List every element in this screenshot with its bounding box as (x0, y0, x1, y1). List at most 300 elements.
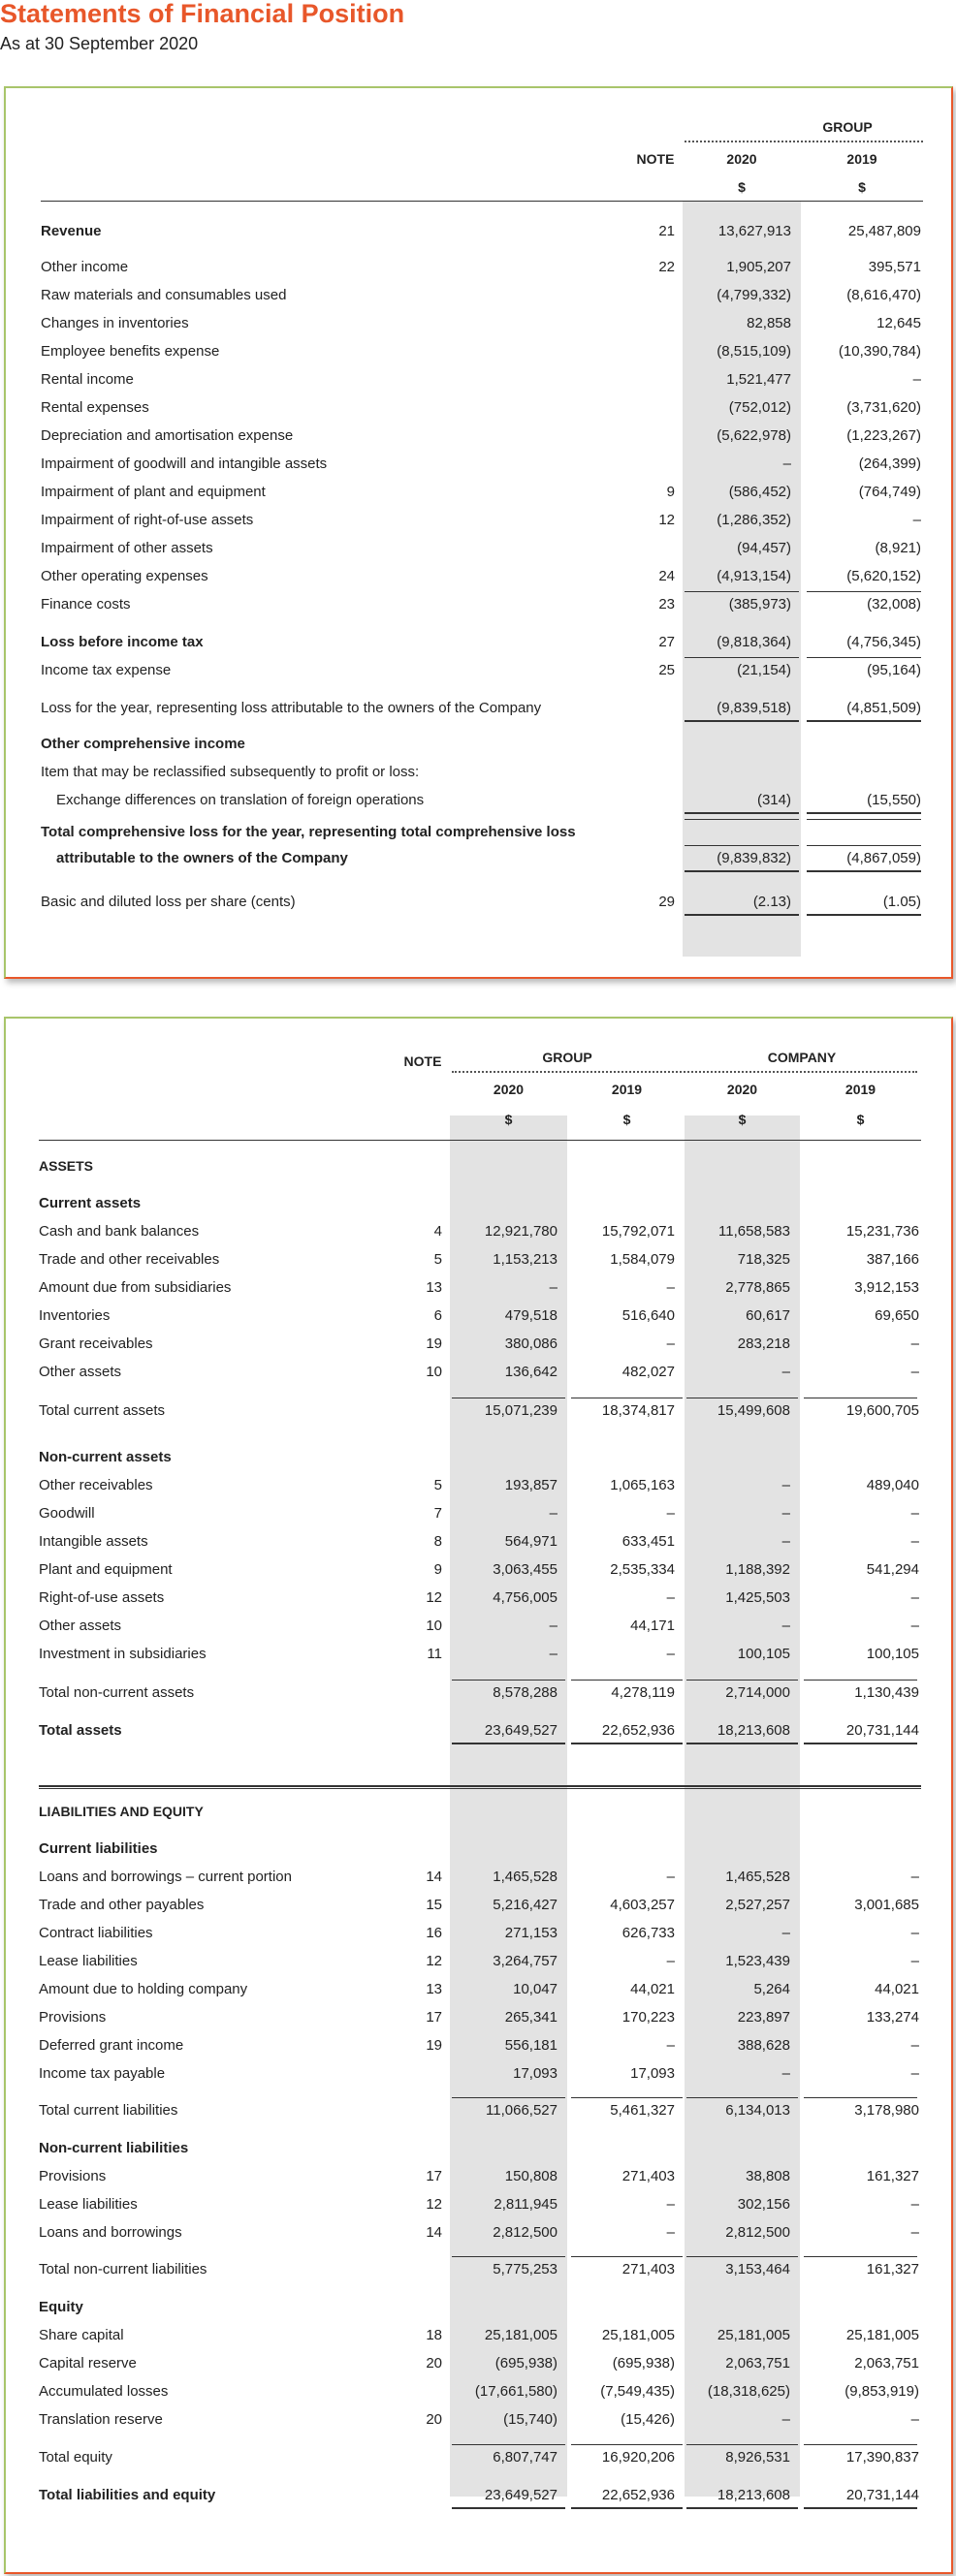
row-note: 10 (426, 1364, 442, 1380)
group-2019-header: 2019 (611, 1082, 643, 1097)
group-2019-value (569, 1191, 675, 1216)
row-label: Share capital (39, 2327, 124, 2343)
company-2019-value: – (910, 1925, 919, 1941)
statement-row (6, 592, 951, 617)
row-note: 22 (658, 259, 675, 275)
statement-row (6, 630, 951, 655)
statement-row (6, 1586, 951, 1611)
group-2019-value: (10,390,784) (838, 343, 921, 360)
company-2019-value: – (910, 1335, 919, 1352)
row-note (626, 367, 675, 393)
balance-sheet-panel (4, 1017, 953, 2574)
company-2020-value (685, 1445, 790, 1470)
row-label: Rental expenses (41, 399, 149, 416)
company-2020-value: 283,218 (737, 1335, 790, 1352)
group-2019-value: (8,616,470) (846, 287, 921, 303)
subtotal-rule (452, 2256, 565, 2257)
row-note (394, 2136, 442, 2161)
row-note: 20 (426, 2411, 442, 2428)
company-2020-value: 1,188,392 (725, 1561, 790, 1578)
row-note (394, 2445, 442, 2470)
group-2020-value: 8,578,288 (493, 1684, 558, 1701)
row-note: 13 (426, 1981, 442, 1997)
row-label: Lease liabilities (39, 1953, 138, 1969)
row-note (626, 760, 675, 785)
row-label: Lease liabilities (39, 2196, 138, 2213)
statement-row (6, 2033, 951, 2058)
statement-row (6, 1153, 951, 1178)
row-note: 8 (433, 1533, 442, 1550)
group-2020-value (683, 820, 791, 845)
group-2020-value: (94,457) (737, 540, 791, 556)
group-2020-value: 12,921,780 (484, 1223, 558, 1240)
group-2019-value: 271,403 (621, 2261, 675, 2278)
row-note: 24 (658, 568, 675, 584)
company-2019-value: – (910, 1533, 919, 1550)
group-2019-value: 1,065,163 (610, 1477, 675, 1493)
company-2020-value: 1,523,439 (725, 1953, 790, 1969)
group-2020-value: 1,521,477 (726, 371, 791, 388)
row-note (626, 696, 675, 721)
group-2019-value: 15,792,071 (601, 1223, 675, 1240)
company-header: COMPANY (767, 1050, 837, 1065)
row-label: Current liabilities (39, 1840, 158, 1857)
group-2019-value (569, 1153, 675, 1178)
row-label: Non-current assets (39, 1449, 172, 1465)
total-rule-2019 (807, 914, 921, 916)
group-2020-value (450, 2136, 558, 2161)
row-note: 6 (433, 1307, 442, 1324)
total-rule (804, 2507, 917, 2509)
group-2019-value (803, 732, 921, 757)
row-label: Investment in subsidiaries (39, 1646, 207, 1662)
row-note: 20 (426, 2355, 442, 2372)
company-2020-currency: $ (738, 1112, 747, 1127)
group-2020-value: (2.13) (752, 894, 791, 910)
group-2020-value: (586,452) (728, 484, 791, 500)
company-2020-value: 2,812,500 (725, 2224, 790, 2241)
statement-row (6, 1275, 951, 1301)
statement-row (6, 536, 951, 561)
subtotal-rule (686, 1680, 798, 1681)
company-2020-value (685, 1191, 790, 1216)
company-2019-value: – (910, 2037, 919, 2054)
row-label: Income tax payable (39, 2065, 166, 2082)
company-2020-value: 1,425,503 (725, 1589, 790, 1606)
row-note: 29 (658, 894, 675, 910)
group-2020-value: 23,649,527 (484, 1722, 558, 1739)
statement-row (6, 2061, 951, 2087)
row-label: Grant receivables (39, 1335, 153, 1352)
company-2019-value: 489,040 (866, 1477, 919, 1493)
group-2019-value: 395,571 (868, 259, 921, 275)
subtotal-rule (452, 2097, 565, 2098)
statement-row (6, 1219, 951, 1244)
statement-row (6, 452, 951, 477)
row-note: 14 (426, 1869, 442, 1885)
group-2020-currency: $ (504, 1112, 513, 1127)
group-2020-value: (4,913,154) (717, 568, 791, 584)
group-2020-value: – (549, 1505, 558, 1522)
row-label: Impairment of goodwill and intangible assets (41, 456, 328, 472)
company-2020-value: 2,778,865 (725, 1279, 790, 1296)
row-note (394, 1837, 442, 1862)
group-2020-value: 556,181 (504, 2037, 558, 2054)
group-2019-value: (32,008) (867, 596, 921, 613)
group-2020-value: 2,812,500 (493, 2224, 558, 2241)
group-2019-value: 5,461,327 (610, 2102, 675, 2119)
row-note: 5 (433, 1477, 442, 1493)
page-title: Statements of Financial Position (0, 0, 405, 28)
company-2019-value: 44,021 (875, 1981, 919, 1997)
group-2020-value (450, 1153, 558, 1178)
group-2019-value: (4,851,509) (846, 700, 921, 716)
company-2020-value: 60,617 (746, 1307, 790, 1324)
row-note: 23 (658, 596, 675, 613)
company-2020-value: 718,325 (737, 1251, 790, 1268)
company-2020-value: – (781, 1505, 790, 1522)
company-2020-value: – (781, 1618, 790, 1634)
row-note (394, 1718, 442, 1744)
statement-row (6, 1642, 951, 1667)
group-2020-value: 82,858 (747, 315, 791, 331)
row-note (394, 1681, 442, 1706)
group-2019-value: – (666, 1869, 675, 1885)
company-2020-value: 302,156 (737, 2196, 790, 2213)
company-2020-header: 2020 (726, 1082, 758, 1097)
group-2019-value: 25,487,809 (847, 223, 921, 239)
company-2019-value: – (910, 1618, 919, 1634)
row-note (394, 2295, 442, 2320)
company-2019-value: – (910, 1505, 919, 1522)
row-label: Contract liabilities (39, 1925, 153, 1941)
subtotal-rule (571, 2097, 683, 2098)
total-rule-2020 (685, 720, 799, 722)
group-2020-value: 17,093 (513, 2065, 558, 2082)
statement-row (6, 1304, 951, 1329)
company-2020-value (685, 1837, 790, 1862)
group-2019-value: – (666, 1335, 675, 1352)
row-label: Other assets (39, 1618, 122, 1634)
statement-row (6, 1718, 951, 1744)
total-rule (686, 2507, 798, 2509)
group-2020-value: 193,857 (504, 1477, 558, 1493)
row-label: Total current assets (39, 1402, 166, 1419)
row-label: Other income (41, 259, 129, 275)
statement-row (6, 1837, 951, 1862)
total-rule (804, 1743, 917, 1744)
group-2019-value: – (666, 2224, 675, 2241)
group-2020-header: 2020 (493, 1082, 525, 1097)
group-2019-value: (5,620,152) (846, 568, 921, 584)
row-label: Raw materials and consumables used (41, 287, 287, 303)
row-note (626, 732, 675, 757)
statement-row (6, 658, 951, 683)
group-2019-value: (95,164) (867, 662, 921, 678)
row-note: 12 (426, 1589, 442, 1606)
year-2020-header: 2020 (726, 151, 757, 167)
row-label: Revenue (41, 223, 102, 239)
row-note: 11 (427, 1646, 442, 1662)
statement-row (6, 2323, 951, 2348)
income-statement-panel (4, 86, 953, 979)
company-2019-value: 15,231,736 (845, 1223, 919, 1240)
row-label: Trade and other payables (39, 1897, 205, 1913)
company-2019-currency: $ (856, 1112, 865, 1127)
company-2019-value: 161,327 (866, 2168, 919, 2184)
row-note: 18 (426, 2327, 442, 2343)
company-2019-value: 161,327 (866, 2261, 919, 2278)
row-note (626, 424, 675, 449)
row-label: Right-of-use assets (39, 1589, 165, 1606)
total-rule-2019 (807, 870, 921, 872)
row-label: Other assets (39, 1364, 122, 1380)
group-2020-value: (314) (756, 792, 791, 808)
row-note: 5 (433, 1251, 442, 1268)
statement-row (6, 1501, 951, 1526)
group-2020-value (683, 760, 791, 785)
row-label: Inventories (39, 1307, 111, 1324)
group-2019-value: (1.05) (882, 894, 921, 910)
group-2019-value: 1,584,079 (610, 1251, 675, 1268)
header-divider (41, 201, 923, 202)
statement-row (6, 564, 951, 589)
group-2020-value: (4,799,332) (717, 287, 791, 303)
row-note: 19 (426, 2037, 442, 2054)
group-2019-value: (1,223,267) (846, 427, 921, 444)
row-label: Capital reserve (39, 2355, 137, 2372)
row-note (394, 2257, 442, 2282)
row-note: 9 (666, 484, 675, 500)
row-label: Plant and equipment (39, 1561, 173, 1578)
company-2020-value (685, 2295, 790, 2320)
section-divider (39, 1788, 921, 1789)
group-2019-value: (764,749) (858, 484, 921, 500)
group-2019-value: 2,535,334 (610, 1561, 675, 1578)
company-2020-value (685, 1153, 790, 1178)
group-header: GROUP (542, 1050, 592, 1065)
group-2020-value: – (782, 456, 791, 472)
total-rule-2020 (685, 914, 799, 916)
company-2019-value: – (910, 2196, 919, 2213)
subtotal-rule-2020 (685, 845, 799, 846)
row-label: Intangible assets (39, 1533, 148, 1550)
group-2020-value: 13,627,913 (717, 223, 791, 239)
group-2020-value: 3,264,757 (493, 1953, 558, 1969)
company-2020-value: 25,181,005 (717, 2327, 790, 2343)
row-label: Total equity (39, 2449, 112, 2466)
company-2019-value: 3,912,153 (854, 1279, 919, 1296)
total-rule (571, 2507, 683, 2509)
group-2019-value: – (666, 1279, 675, 1296)
group-2020-value: 265,341 (504, 2009, 558, 2026)
row-note: 12 (658, 512, 675, 528)
group-2020-value: 136,642 (504, 1364, 558, 1380)
currency-2019-header: $ (858, 179, 866, 195)
statement-row (6, 1949, 951, 1974)
group-2019-value: – (912, 512, 921, 528)
total-rule (686, 1743, 798, 1744)
company-2020-value (685, 2136, 790, 2161)
group-2019-value: – (666, 1953, 675, 1969)
row-label: Item that may be reclassified subsequently to profit or loss: (41, 764, 420, 780)
company-2020-value: – (781, 1477, 790, 1493)
statement-row (6, 788, 951, 813)
row-label: Loans and borrowings (39, 2224, 182, 2241)
company-2019-value: – (910, 2411, 919, 2428)
company-2020-value: 8,926,531 (725, 2449, 790, 2466)
company-2019-value: 541,294 (866, 1561, 919, 1578)
row-note (394, 2098, 442, 2123)
statement-row (6, 2445, 951, 2470)
row-label: Total comprehensive loss for the year, representing total comprehensive loss (41, 824, 576, 840)
row-label: Employee benefits expense (41, 343, 220, 360)
subtotal-rule-2019 (807, 657, 921, 658)
total-rule-2019 (807, 720, 921, 722)
company-2019-value: 20,731,144 (845, 2487, 919, 2503)
group-2019-value (569, 2295, 675, 2320)
group-2019-value: (3,731,620) (846, 399, 921, 416)
statement-row (6, 1191, 951, 1216)
subtotal-rule (686, 2444, 798, 2445)
statement-row (6, 1799, 951, 1824)
group-2019-value (569, 1799, 675, 1824)
statement-row (6, 1977, 951, 2002)
group-2019-value: 626,733 (621, 1925, 675, 1941)
row-note (394, 1799, 442, 1824)
subtotal-rule (804, 1680, 917, 1681)
statement-row (6, 2098, 951, 2123)
header-divider (39, 1140, 921, 1141)
group-2019-value: – (666, 2196, 675, 2213)
row-label: Other receivables (39, 1477, 153, 1493)
group-2020-value: 564,971 (504, 1533, 558, 1550)
row-note: 15 (426, 1897, 442, 1913)
row-label: Total current liabilities (39, 2102, 178, 2119)
row-label: Impairment of other assets (41, 540, 213, 556)
row-note (394, 2379, 442, 2404)
row-note: 19 (426, 1335, 442, 1352)
statement-row (6, 2220, 951, 2246)
group-2019-value: – (666, 2037, 675, 2054)
statement-row (6, 846, 951, 871)
group-2019-value: – (912, 371, 921, 388)
statement-row (6, 2164, 951, 2189)
subtotal-rule-2020 (685, 819, 799, 820)
group-2020-value: (5,622,978) (717, 427, 791, 444)
row-note (626, 311, 675, 336)
group-2020-value: 10,047 (513, 1981, 558, 1997)
company-2020-value (685, 1799, 790, 1824)
group-2019-value (569, 2136, 675, 2161)
row-label: ASSETS (39, 1158, 94, 1174)
row-note (394, 2061, 442, 2087)
row-label: Changes in inventories (41, 315, 189, 331)
company-2020-value: 38,808 (746, 2168, 790, 2184)
group-2020-value: (9,839,832) (717, 850, 791, 866)
group-2020-value: (17,661,580) (474, 2383, 558, 2400)
company-2019-value: 69,650 (875, 1307, 919, 1324)
group-2020-value (450, 1191, 558, 1216)
row-label: attributable to the owners of the Company (56, 850, 348, 866)
company-2019-value: – (910, 1364, 919, 1380)
company-2020-value: 223,897 (737, 2009, 790, 2026)
row-label: Finance costs (41, 596, 131, 613)
group-2020-value: (9,839,518) (717, 700, 791, 716)
row-label: Provisions (39, 2009, 107, 2026)
row-label: Amount due from subsidiaries (39, 1279, 232, 1296)
group-2020-value (683, 732, 791, 757)
statement-row (6, 820, 951, 845)
total-rule (452, 1743, 565, 1744)
row-label: Other operating expenses (41, 568, 208, 584)
statement-row (6, 1921, 951, 1946)
row-note: 12 (426, 1953, 442, 1969)
statement-row (6, 1865, 951, 1890)
statement-row (6, 1473, 951, 1498)
group-2019-value: 12,645 (876, 315, 921, 331)
row-note: 21 (658, 223, 675, 239)
group-2019-value: 16,920,206 (601, 2449, 675, 2466)
group-2019-value (803, 820, 921, 845)
row-label: Rental income (41, 371, 134, 388)
subtotal-rule (686, 2256, 798, 2257)
statement-row (6, 1681, 951, 1706)
group-header-rule (685, 141, 923, 142)
company-2020-value: 11,658,583 (718, 1223, 790, 1240)
row-note (626, 846, 675, 871)
statement-row (6, 2351, 951, 2376)
statement-row (6, 1247, 951, 1272)
row-label: Goodwill (39, 1505, 95, 1522)
subtotal-rule (804, 2444, 917, 2445)
group-2020-value: – (549, 1279, 558, 1296)
company-2019-value: 1,130,439 (854, 1684, 919, 1701)
group-2019-value: 22,652,936 (601, 1722, 675, 1739)
group-2019-value: – (666, 1589, 675, 1606)
company-2019-value: 25,181,005 (845, 2327, 919, 2343)
group-2019-value (803, 760, 921, 785)
row-label: Exchange differences on translation of foreign operations (56, 792, 425, 808)
row-note: 13 (426, 1279, 442, 1296)
row-label: Loans and borrowings – current portion (39, 1869, 292, 1885)
group-2020-value: (21,154) (737, 662, 791, 678)
company-2020-value: 15,499,608 (717, 1402, 790, 1419)
group-2019-value (569, 1837, 675, 1862)
group-2019-value: 271,403 (621, 2168, 675, 2184)
row-note (394, 1191, 442, 1216)
statement-row (6, 696, 951, 721)
row-note (626, 536, 675, 561)
row-note (626, 395, 675, 421)
statement-row (6, 1332, 951, 1357)
row-note: 12 (426, 2196, 442, 2213)
group-2020-value: 6,807,747 (493, 2449, 558, 2466)
total-rule (571, 1743, 683, 1744)
row-label: Loss before income tax (41, 634, 204, 650)
group-2020-value: 4,756,005 (493, 1589, 558, 1606)
group-2020-value: 380,086 (504, 1335, 558, 1352)
statement-row (6, 1529, 951, 1555)
subtotal-rule (452, 1680, 565, 1681)
group-2020-value: (385,973) (728, 596, 791, 613)
total-rule-2020 (685, 812, 799, 814)
group-2019-value: 170,223 (621, 2009, 675, 2026)
statement-row (6, 1360, 951, 1385)
row-label: Translation reserve (39, 2411, 163, 2428)
company-2019-value: 2,063,751 (854, 2355, 919, 2372)
row-note: 9 (433, 1561, 442, 1578)
